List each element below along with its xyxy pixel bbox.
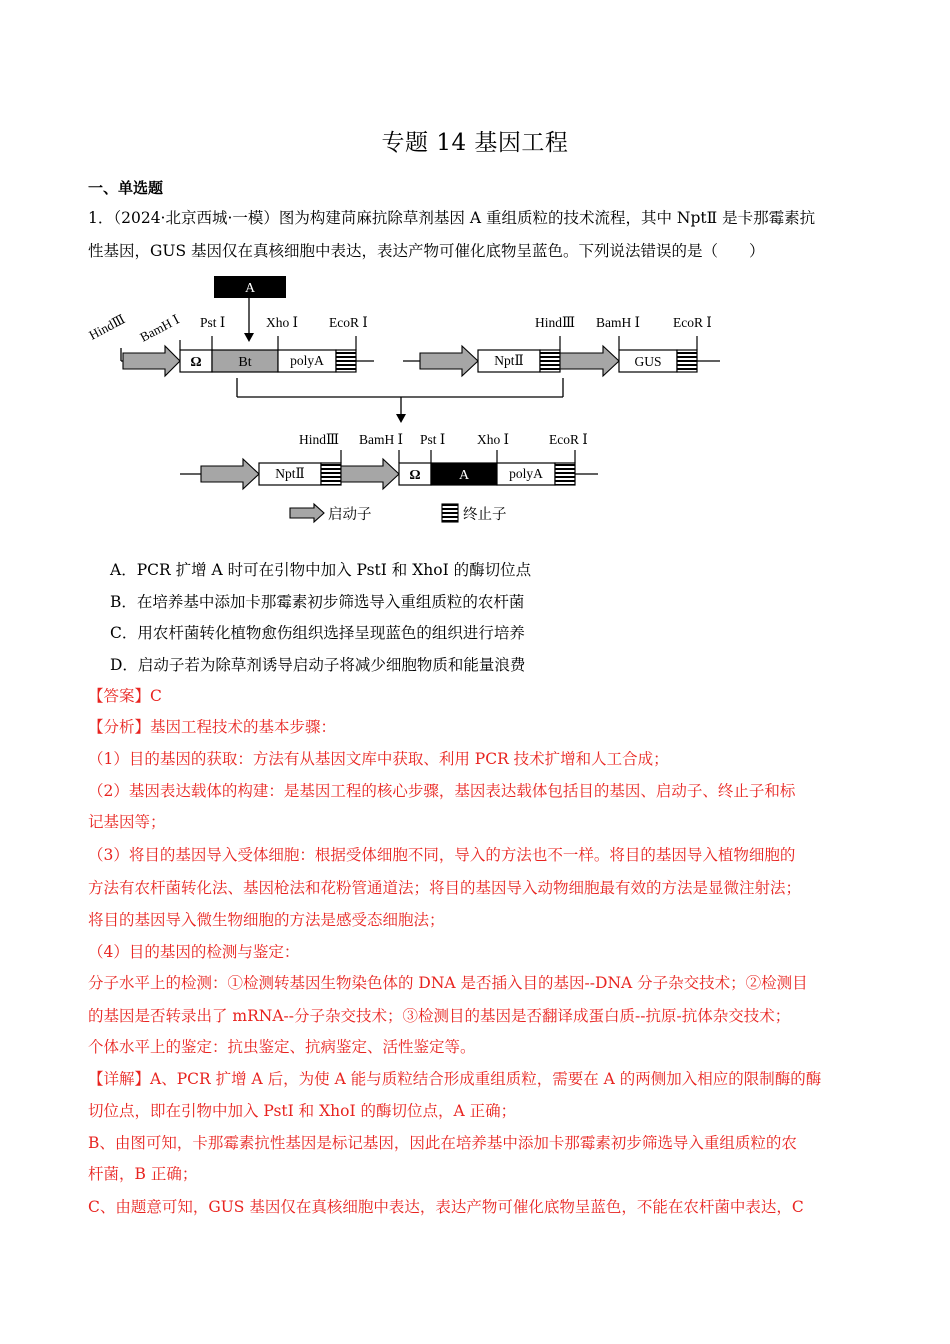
ecor-label-2: EcoR Ⅰ bbox=[673, 315, 712, 330]
analysis-line: 分子水平上的检测：①检测转基因生物染色体的 DNA 是否插入目的基因--DNA 分子杂交技术；②检测目 bbox=[88, 974, 808, 992]
section-heading: 一、单选题 bbox=[88, 179, 164, 197]
gene-a-inserted-label: A bbox=[458, 468, 470, 483]
analysis-line: 将目的基因导入微生物细胞的方法是感受态细胞法； bbox=[88, 911, 445, 929]
promoter-arrow-5 bbox=[341, 459, 399, 489]
pst-label-2: Pst Ⅰ bbox=[420, 432, 446, 447]
bamh-label-3: BamH Ⅰ bbox=[359, 432, 403, 447]
analysis-line: （1）目的基因的获取：方法有从基因文库中获取、利用 PCR 技术扩增和人工合成； bbox=[88, 750, 669, 768]
legend-terminator-label: 终止子 bbox=[463, 507, 507, 523]
promoter-arrow-1 bbox=[123, 346, 180, 376]
detail-line: 切位点，即在引物中加入 PstI 和 XhoI 的酶切位点，A 正确； bbox=[88, 1102, 517, 1120]
npt-label-2: NptⅡ bbox=[275, 466, 305, 481]
terminator-5 bbox=[555, 463, 575, 485]
terminator-3 bbox=[677, 350, 697, 372]
answer-line bbox=[88, 686, 868, 706]
question-line-1: 1．（2024·北京西城·一模）图为构建苘麻抗除草剂基因 A 重组质粒的技术流程，其中 NptⅡ 是卡那霉素抗 bbox=[88, 209, 816, 227]
detail-line: B、由图可知，卡那霉素抗性基因是标记基因，因此在培养基中添加卡那霉素初步筛选导入重组质粒的农 bbox=[88, 1134, 797, 1152]
promoter-arrow-2 bbox=[420, 346, 478, 376]
terminator-2 bbox=[540, 350, 560, 372]
polya-label-1: polyA bbox=[290, 353, 324, 368]
option-d: D．启动子若为除草剂诱导启动子将减少细胞物质和能量浪费 bbox=[110, 656, 526, 674]
terminator-1 bbox=[336, 350, 356, 372]
pst-label-1: Pst Ⅰ bbox=[200, 315, 226, 330]
legend-terminator-icon bbox=[442, 504, 458, 522]
hind-label-2: HindⅢ bbox=[535, 315, 576, 330]
hind-label-1: HindⅢ bbox=[86, 311, 128, 343]
bamh-label-2: BamH Ⅰ bbox=[596, 315, 640, 330]
analysis-intro: 基因工程技术的基本步骤： bbox=[150, 718, 337, 736]
polya-label-2: polyA bbox=[509, 466, 543, 481]
detail-label: 【详解】 bbox=[88, 1070, 151, 1088]
analysis-line: （3）将目的基因导入受体细胞：根据受体细胞不同，导入的方法也不一样。将目的基因导入植物细胞的 bbox=[88, 846, 796, 864]
npt-label-1: NptⅡ bbox=[494, 353, 524, 368]
option-c: C．用农杆菌转化植物愈伤组织选择呈现蓝色的组织进行培养 bbox=[110, 624, 525, 642]
terminator-4 bbox=[321, 463, 341, 485]
ecor-label-3: EcoR Ⅰ bbox=[549, 432, 588, 447]
page-title: 专题 14 基因工程 bbox=[381, 130, 569, 156]
analysis-line: 方法有农杆菌转化法、基因枪法和花粉管通道法；将目的基因导入动物细胞最有效的方法是显微注射法； bbox=[88, 879, 802, 897]
gus-label: GUS bbox=[634, 354, 662, 369]
analysis-label: 【分析】 bbox=[88, 718, 151, 736]
plasmid-construction-diagram bbox=[80, 272, 740, 532]
analysis-line: 的基因是否转录出了 mRNA--分子杂交技术；③检测目的基因是否翻译成蛋白质--抗原-抗体杂交技术； bbox=[88, 1007, 791, 1025]
legend-promoter-icon bbox=[290, 504, 324, 522]
hind-label-3: HindⅢ bbox=[299, 432, 340, 447]
analysis-line: （4）目的基因的检测与鉴定： bbox=[88, 943, 300, 961]
option-a: A．PCR 扩增 A 时可在引物中加入 PstI 和 XhoI 的酶切位点 bbox=[110, 561, 532, 579]
option-b: B．在培养基中添加卡那霉素初步筛选导入重组质粒的农杆菌 bbox=[110, 593, 525, 611]
xho-label-1: Xho Ⅰ bbox=[266, 315, 298, 330]
answer-label: 【答案】 bbox=[88, 687, 151, 705]
question-line-2: 性基因，GUS 基因仅在真核细胞中表达，表达产物可催化底物呈蓝色。下列说法错误的是（ ） bbox=[88, 242, 765, 260]
analysis-line: 记基因等； bbox=[88, 813, 166, 831]
legend-promoter-label: 启动子 bbox=[328, 507, 372, 523]
detail-first-line bbox=[88, 1069, 868, 1089]
bt-label: Bt bbox=[238, 355, 252, 370]
omega-label-1: Ω bbox=[190, 355, 202, 370]
ecor-label-1: EcoR Ⅰ bbox=[329, 315, 368, 330]
xho-label-2: Xho Ⅰ bbox=[477, 432, 509, 447]
analysis-line: （2）基因表达载体的构建：是基因工程的核心步骤，基因表达载体包括目的基因、启动子、终止子和标 bbox=[88, 782, 796, 800]
gene-a-label: A bbox=[244, 281, 256, 296]
detail-line: C、由题意可知，GUS 基因仅在真核细胞中表达，表达产物可催化底物呈蓝色，不能在农杆菌中表达，C bbox=[88, 1198, 804, 1216]
analysis-line: 个体水平上的鉴定：抗虫鉴定、抗病鉴定、活性鉴定等。 bbox=[88, 1038, 476, 1056]
bamh-label-1: BamH Ⅰ bbox=[137, 311, 182, 345]
promoter-arrow-4 bbox=[201, 459, 259, 489]
detail-first: A、PCR 扩增 A 后，为使 A 能与质粒结合形成重组质粒，需要在 A 的两侧加入相应的限制酶的酶 bbox=[150, 1070, 822, 1088]
promoter-arrow-3 bbox=[560, 346, 619, 376]
detail-line: 杆菌，B 正确； bbox=[88, 1165, 198, 1183]
omega-label-2: Ω bbox=[409, 468, 421, 483]
analysis-intro-line bbox=[88, 717, 868, 737]
answer-value: C bbox=[150, 687, 162, 705]
